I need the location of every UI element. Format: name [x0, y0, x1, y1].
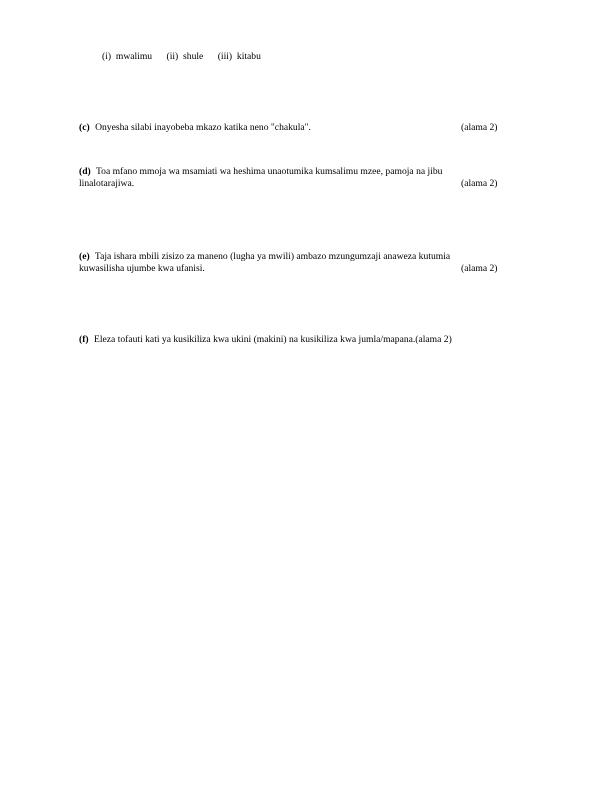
question-c [79, 122, 549, 134]
answer-options [102, 51, 273, 63]
option-word: shule [183, 51, 204, 62]
question-e [79, 251, 549, 275]
question-letter: (f) [79, 334, 89, 345]
question-d [79, 166, 549, 190]
question-text: Onyesha silabi inayobeba mkazo katika neno "chakula". [95, 122, 311, 133]
option-iii [218, 51, 261, 63]
question-text: Taja ishara mbili zisizo za maneno (lugha ya mwili) ambazo mzungumzaji anaweza kutumia [94, 251, 451, 262]
option-number: (i) [102, 51, 112, 62]
option-i [102, 51, 152, 63]
option-ii [167, 51, 204, 63]
question-f [79, 334, 549, 346]
question-letter: (e) [79, 251, 90, 262]
marks-label: (alama 2) [461, 263, 498, 274]
question-letter: (d) [79, 166, 91, 177]
question-text-continued: kuwasilisha ujumbe kwa ufanisi. [79, 263, 205, 274]
option-number: (ii) [166, 51, 179, 62]
question-text: Toa mfano mmoja wa msamiati wa heshima unaotumika kumsalimu mzee, pamoja na jibu [95, 166, 443, 177]
option-word: mwalimu [115, 51, 153, 62]
question-letter: (c) [79, 122, 90, 133]
marks-label: (alama 2) [461, 122, 498, 133]
marks-label: (alama 2) [461, 178, 498, 189]
option-number: (iii) [217, 51, 233, 62]
option-word: kitabu [236, 51, 261, 62]
question-text: Eleza tofauti kati ya kusikiliza kwa ukini (makini) na kusikiliza kwa jumla/mapana.(alama 2) [94, 334, 452, 345]
question-text-continued: linalotarajiwa. [79, 178, 135, 189]
